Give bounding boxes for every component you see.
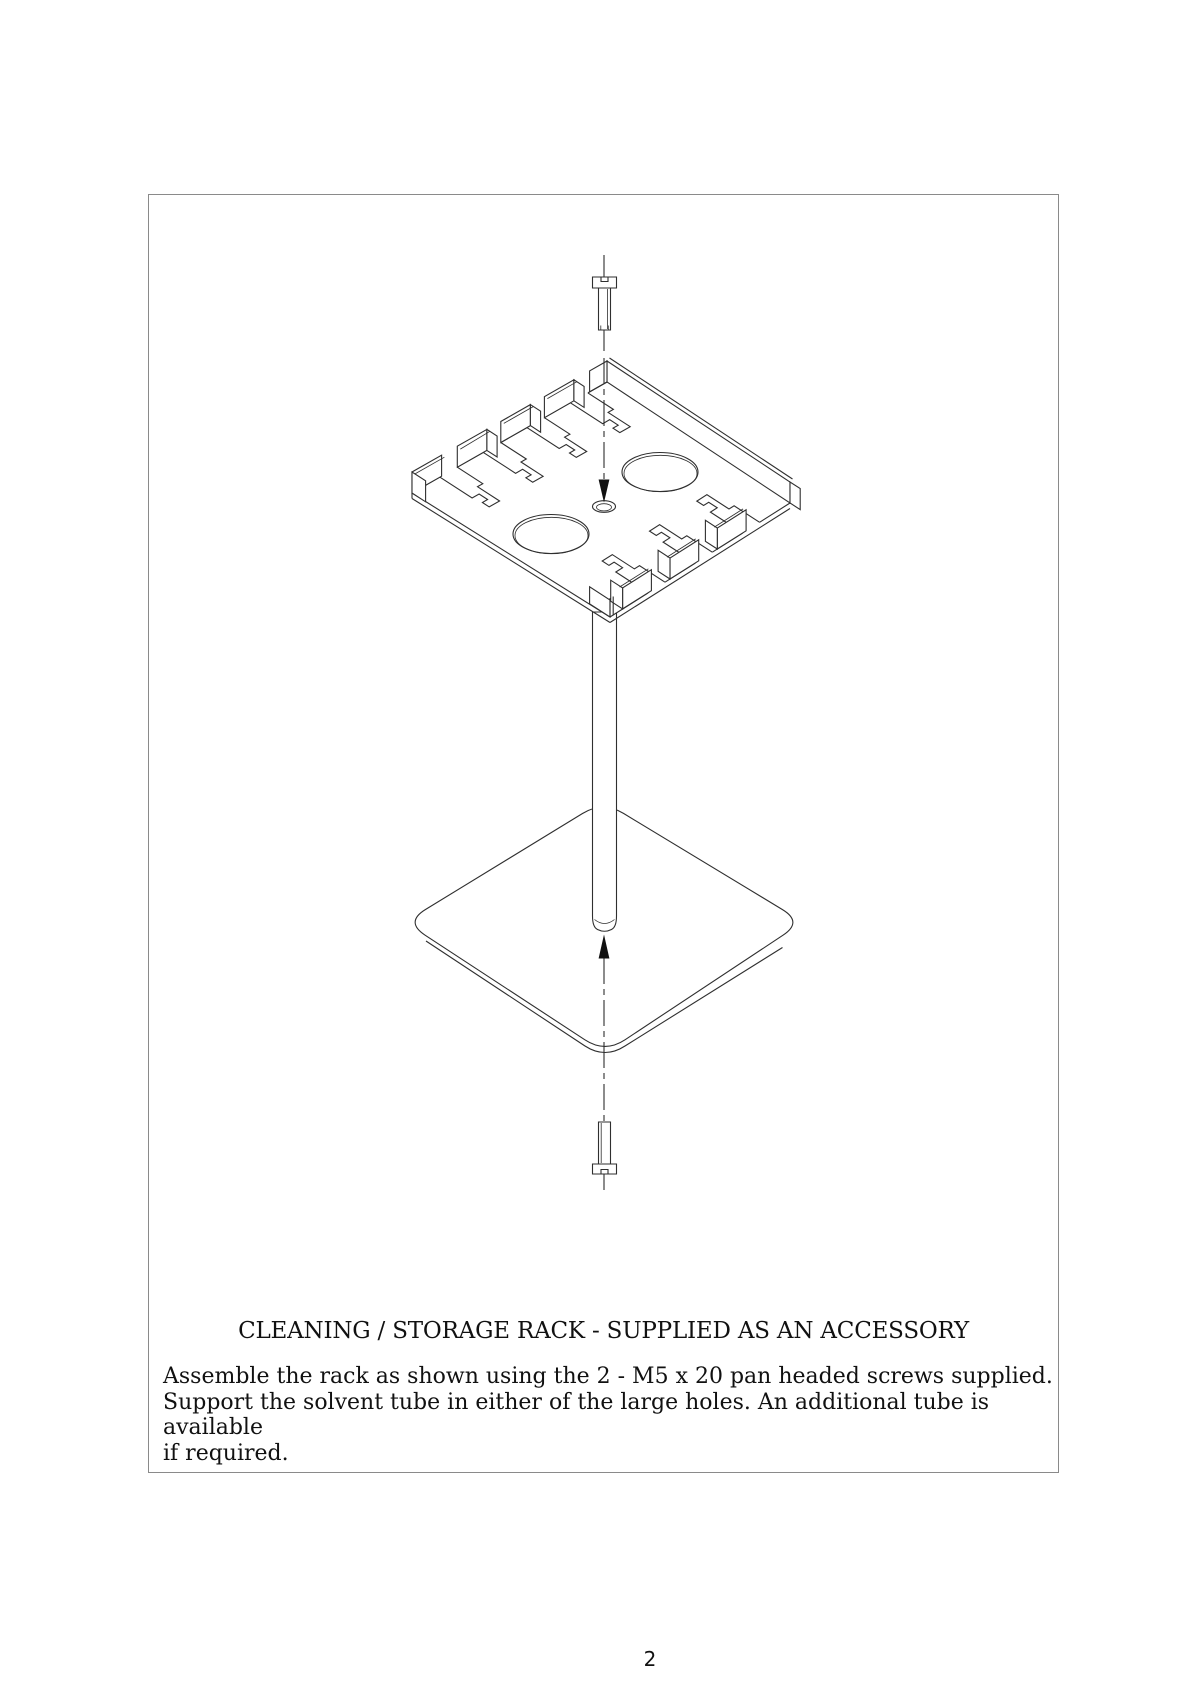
instruction-line-1: Assemble the rack as shown using the 2 - M5 x 20 pan headed screws supplied.	[163, 1364, 1053, 1389]
instruction-line-3: if required.	[163, 1440, 289, 1466]
top-screw	[593, 277, 617, 330]
bottom-screw	[593, 1122, 617, 1174]
assembly-instructions	[163, 1364, 1053, 1466]
support-column	[593, 612, 617, 931]
instruction-line-2: Support the solvent tube in either of the large holes. An additional tube is available	[163, 1389, 990, 1440]
page-number: 2	[643, 1647, 657, 1671]
figure-caption: CLEANING / STORAGE RACK - SUPPLIED AS AN ACCESSORY	[238, 1318, 969, 1344]
